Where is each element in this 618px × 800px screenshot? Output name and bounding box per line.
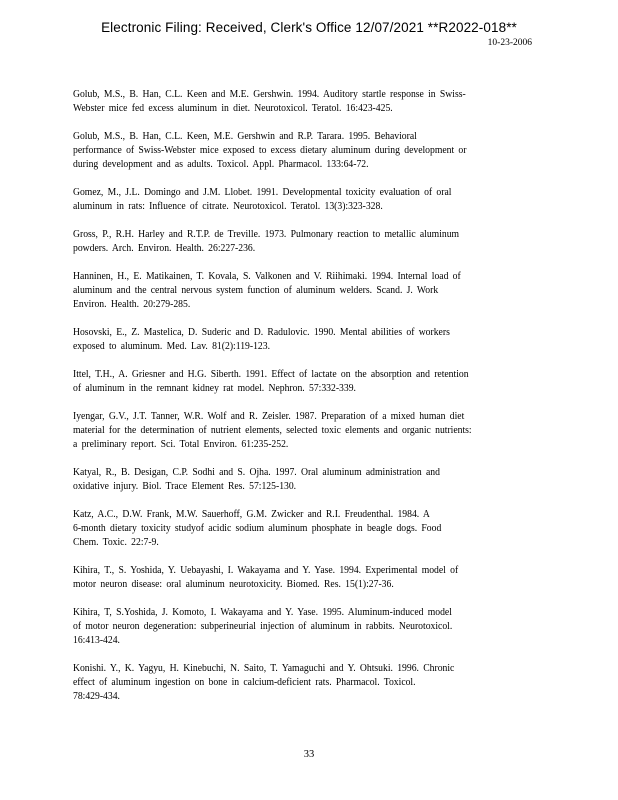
- reference-line: Golub, M.S., B. Han, C.L. Keen and M.E. Gershwin. 1994. Auditory startle response in Swiss-: [73, 89, 466, 100]
- reference-list: [73, 88, 539, 718]
- reference-entry: [73, 326, 539, 354]
- reference-line: 16:413-424.: [73, 635, 120, 646]
- reference-entry: [73, 508, 539, 550]
- reference-line: Hosovski, E., Z. Mastelica, D. Suderic and D. Radulovic. 1990. Mental abilities of workers: [73, 327, 450, 338]
- reference-line: Chem. Toxic. 22:7-9.: [73, 537, 159, 548]
- reference-line: Golub, M.S., B. Han, C.L. Keen, M.E. Gershwin and R.P. Tarara. 1995. Behavioral: [73, 131, 417, 142]
- reference-line: Environ. Health. 20:279-285.: [73, 299, 191, 310]
- reference-line: effect of aluminum ingestion on bone in calcium-deficient rats. Pharmacol. Toxicol.: [73, 677, 416, 688]
- reference-line: powders. Arch. Environ. Health. 26:227-236.: [73, 243, 256, 254]
- reference-line: Hanninen, H., E. Matikainen, T. Kovala, S. Valkonen and V. Riihimaki. 1994. Internal load of: [73, 271, 461, 282]
- reference-line: Katz, A.C., D.W. Frank, M.W. Sauerhoff, G.M. Zwicker and R.I. Freudenthal. 1984. A: [73, 509, 430, 520]
- reference-line: motor neuron disease: oral aluminum neurotoxicity. Biomed. Res. 15(1):27-36.: [73, 579, 394, 590]
- reference-entry: [73, 368, 539, 396]
- reference-entry: [73, 564, 539, 592]
- reference-line: Webster mice fed excess aluminum in diet. Neurotoxicol. Teratol. 16:423-425.: [73, 103, 393, 114]
- reference-line: a preliminary report. Sci. Total Environ. 61:235-252.: [73, 439, 289, 450]
- reference-entry: [73, 466, 539, 494]
- reference-line: Konishi. Y., K. Yagyu, H. Kinebuchi, N. Saito, T. Yamaguchi and Y. Ohtsuki. 1996. Chronic: [73, 663, 455, 674]
- reference-entry: [73, 130, 539, 172]
- reference-line: 6-month dietary toxicity studyof acidic sodium aluminum phosphate in beagle dogs. Food: [73, 523, 442, 534]
- reference-line: Katyal, R., B. Desigan, C.P. Sodhi and S. Ojha. 1997. Oral aluminum administration and: [73, 467, 440, 478]
- reference-entry: [73, 88, 539, 116]
- page-number: 33: [303, 749, 315, 760]
- filing-stamp: Electronic Filing: Received, Clerk's Office 12/07/2021 **R2022-018**: [101, 20, 517, 35]
- reference-line: aluminum and the central nervous system function of aluminum welders. Scand. J. Work: [73, 285, 439, 296]
- reference-entry: [73, 410, 539, 452]
- reference-line: of motor neuron degeneration: subperineurial injection of aluminum in rabbits. Neurotoxicol.: [73, 621, 453, 632]
- reference-line: of aluminum in the remnant kidney rat model. Nephron. 57:332-339.: [73, 383, 356, 394]
- reference-line: Iyengar, G.V., J.T. Tanner, W.R. Wolf and R. Zeisler. 1987. Preparation of a mixed human diet: [73, 411, 465, 422]
- reference-entry: [73, 606, 539, 648]
- document-date: 10-23-2006: [487, 38, 532, 48]
- reference-line: aluminum in rats: Influence of citrate. Neurotoxicol. Teratol. 13(3):323-328.: [73, 201, 383, 212]
- reference-line: exposed to aluminum. Med. Lav. 81(2):119-123.: [73, 341, 270, 352]
- reference-line: Ittel, T.H., A. Griesner and H.G. Siberth. 1991. Effect of lactate on the absorption and retention: [73, 369, 469, 380]
- reference-line: Kihira, T, S.Yoshida, J. Komoto, I. Wakayama and Y. Yase. 1995. Aluminum-induced model: [73, 607, 452, 618]
- reference-line: Gross, P., R.H. Harley and R.T.P. de Treville. 1973. Pulmonary reaction to metallic aluminum: [73, 229, 460, 240]
- reference-line: Gomez, M., J.L. Domingo and J.M. Llobet. 1991. Developmental toxicity evaluation of oral: [73, 187, 452, 198]
- reference-line: 78:429-434.: [73, 691, 120, 702]
- reference-entry: [73, 270, 539, 312]
- reference-entry: [73, 228, 539, 256]
- reference-line: oxidative injury. Biol. Trace Element Res. 57:125-130.: [73, 481, 297, 492]
- reference-entry: [73, 662, 539, 704]
- reference-entry: [73, 186, 539, 214]
- reference-line: Kihira, T., S. Yoshida, Y. Uebayashi, I. Wakayama and Y. Yase. 1994. Experimental model of: [73, 565, 459, 576]
- reference-line: performance of Swiss-Webster mice exposed to excess dietary aluminum during development or: [73, 145, 467, 156]
- reference-line: material for the determination of nutrient elements, selected toxic elements and organic nutrients:: [73, 425, 472, 436]
- reference-line: during development and as adults. Toxicol. Appl. Pharmacol. 133:64-72.: [73, 159, 369, 170]
